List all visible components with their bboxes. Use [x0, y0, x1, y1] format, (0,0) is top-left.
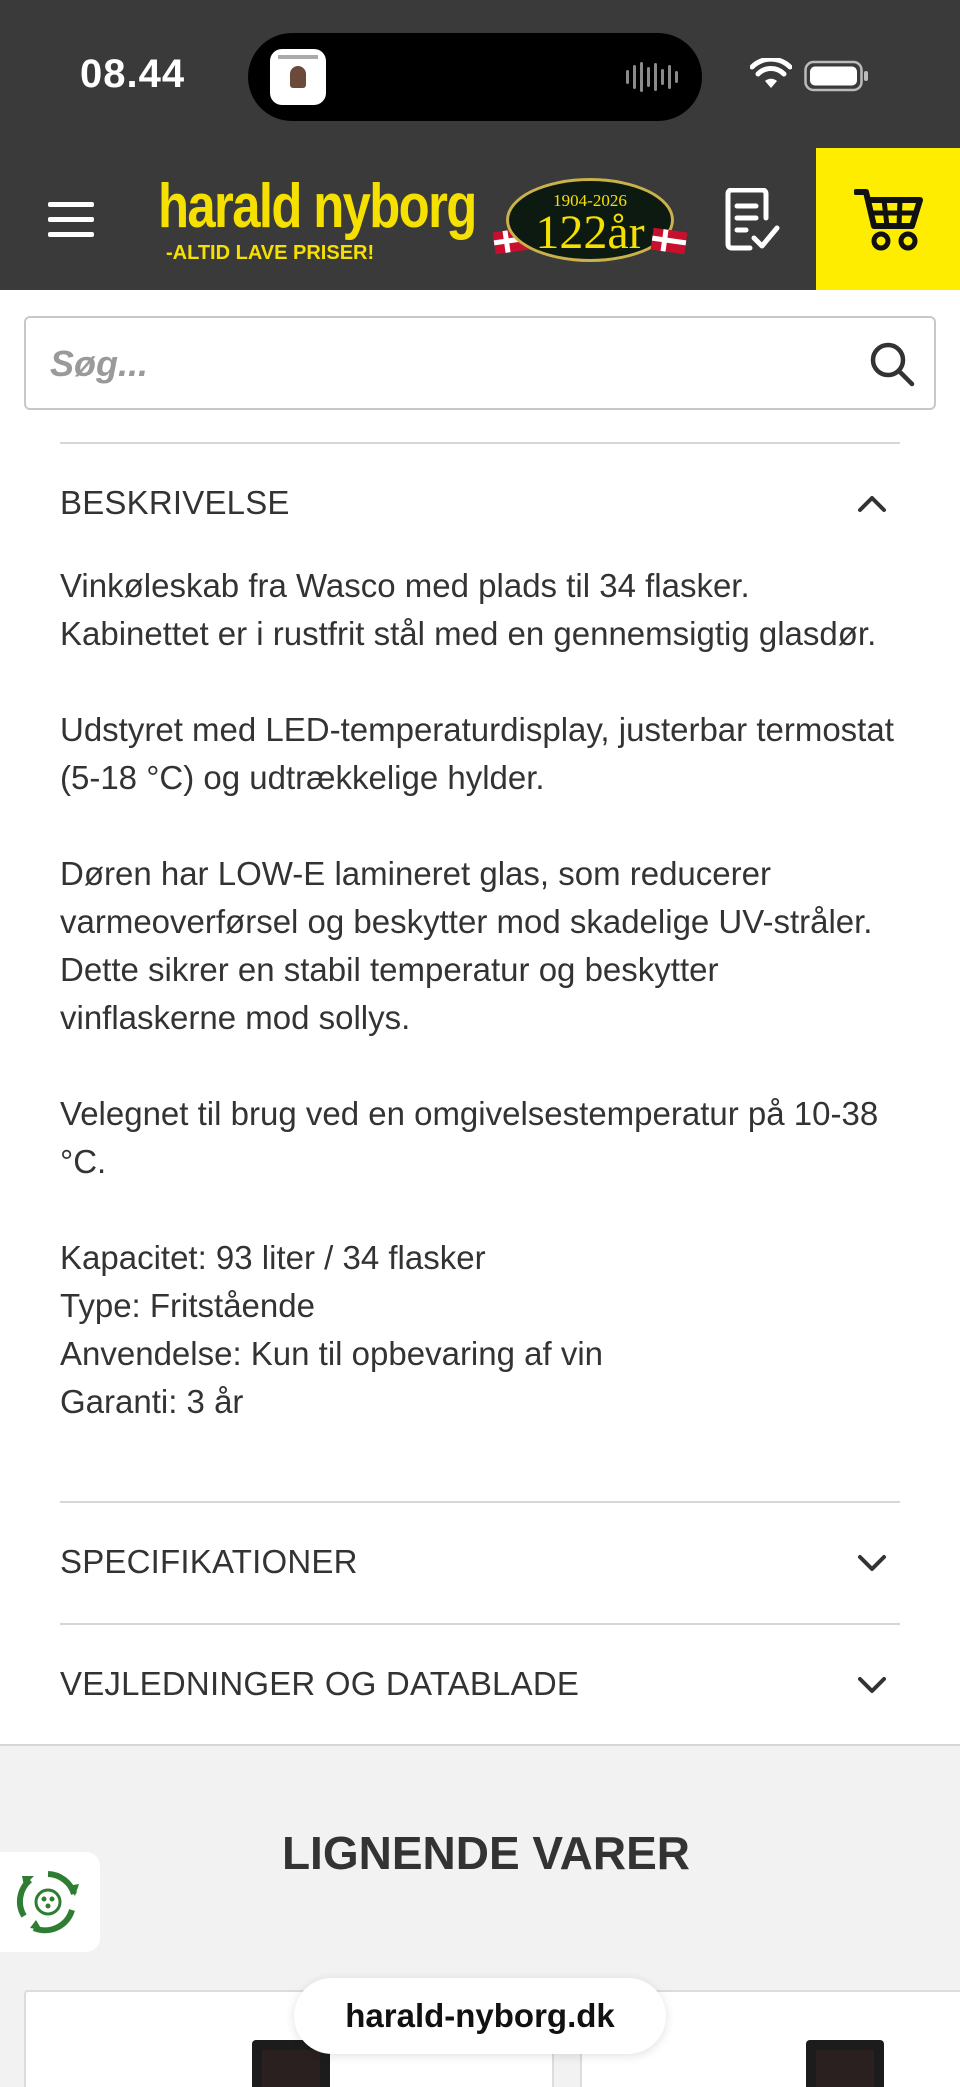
dynamic-island[interactable] [248, 33, 702, 121]
cart-icon [854, 186, 924, 252]
chevron-down-icon [856, 1669, 888, 1701]
spec-capacity: Kapacitet: 93 liter / 34 flasker [60, 1239, 486, 1276]
wifi-icon [750, 58, 792, 90]
spec-type: Type: Fritstående [60, 1287, 315, 1324]
accordion-specifications-header[interactable] [60, 1517, 900, 1607]
now-playing-thumbnail [270, 49, 326, 105]
accordion-title: VEJLEDNINGER OG DATABLADE [60, 1665, 580, 1702]
chevron-up-icon [856, 488, 888, 520]
description-paragraph: Vinkøleskab fra Wasco med plads til 34 flasker. Kabinettet er i rustfrit stål med en gennemsigtig glasdør. [60, 567, 877, 652]
chevron-down-icon [856, 1547, 888, 1579]
harald-nyborg-logo[interactable] [158, 172, 690, 276]
description-paragraph: Udstyret med LED-temperaturdisplay, justerbar termostat (5-18 °C) og udtrækkelige hylder. [60, 711, 894, 796]
audio-waveform-icon [626, 61, 678, 93]
description-paragraph: Velegnet til brug ved en omgivelsestemperatur på 10-38 °C. [60, 1095, 879, 1180]
search-box [24, 316, 936, 410]
recycle-icon [14, 1868, 82, 1936]
spec-list [60, 1234, 900, 1426]
divider [60, 1501, 900, 1503]
divider [60, 1623, 900, 1625]
logo-name: harald nyborg [158, 172, 476, 241]
eco-widget[interactable] [0, 1852, 100, 1952]
anniversary-badge [506, 178, 674, 262]
accordion-title: SPECIFIKATIONER [60, 1543, 358, 1580]
site-header [0, 148, 960, 290]
spec-usage: Anvendelse: Kun til opbevaring af vin [60, 1335, 604, 1372]
accordion-guides-header[interactable] [60, 1639, 900, 1729]
status-bar [0, 0, 960, 148]
danish-flag-icon [651, 228, 688, 255]
accordion-description-header[interactable] [60, 458, 900, 548]
cart-button[interactable] [816, 148, 960, 290]
status-time: 08.44 [80, 52, 186, 96]
hamburger-menu-icon[interactable] [48, 202, 94, 238]
product-image [806, 2040, 884, 2087]
divider [60, 442, 900, 444]
badge-years: 1904-2026 [553, 191, 627, 210]
description-paragraph: Døren har LOW-E lamineret glas, som reducerer varmeoverførsel og beskytter mod skadelige UV-stråler. Dette sikrer en stabil temperatur og beskytter vinflaskerne mod sollys. [60, 855, 873, 1036]
shopping-list-icon[interactable] [722, 188, 780, 252]
similar-products-title: LIGNENDE VARER [281, 1827, 691, 1879]
logo-slogan: -ALTID LAVE PRISER! [166, 242, 375, 264]
battery-icon [804, 60, 870, 92]
search-input[interactable] [50, 336, 830, 392]
spec-warranty: Garanti: 3 år [60, 1383, 244, 1420]
search-icon[interactable] [868, 340, 916, 388]
badge-count: 122år [535, 206, 645, 259]
description-body [60, 562, 900, 1426]
browser-url-bar[interactable]: harald-nyborg.dk [294, 1978, 666, 2054]
accordion-title: BESKRIVELSE [60, 484, 290, 521]
